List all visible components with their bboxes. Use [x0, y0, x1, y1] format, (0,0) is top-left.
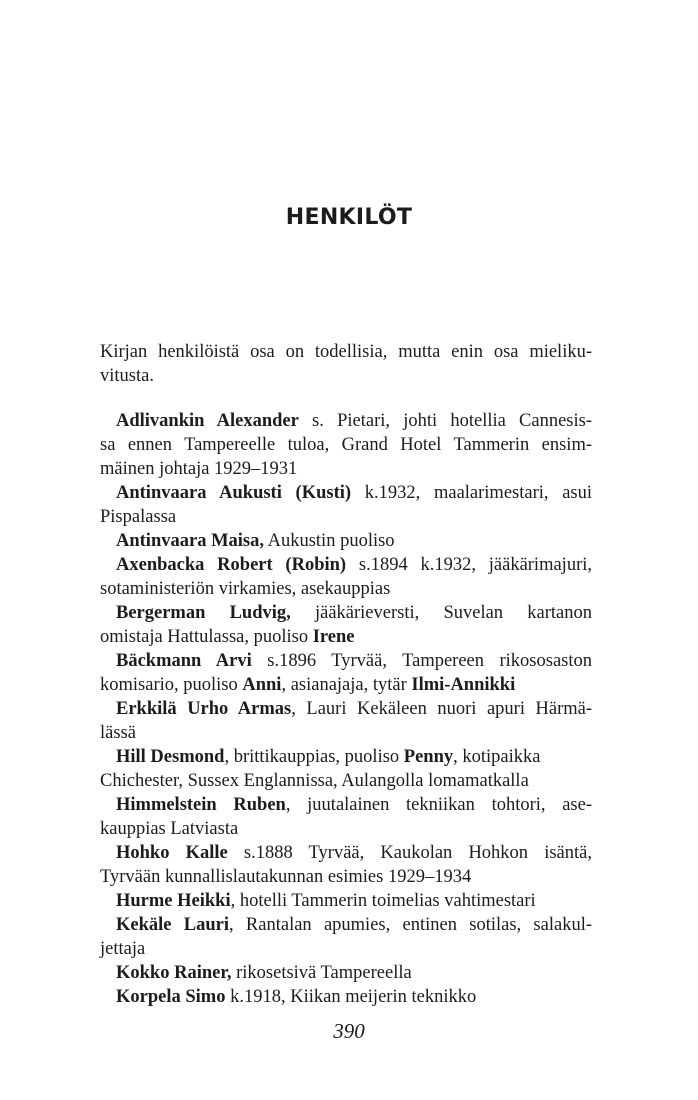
entry-text: mäinen johtaja 1929–1931 — [100, 459, 298, 479]
daughter-name: Ilmi-Annikki — [411, 675, 516, 695]
intro-line: Kirjan henkilöistä osa on todellisia, mutta enin osa mieliku- — [100, 342, 592, 362]
spouse-name: Irene — [312, 627, 355, 647]
intro-line: vitusta. — [100, 366, 154, 386]
character-entry — [100, 649, 592, 697]
entry-text: Aukustin puoliso — [264, 531, 395, 551]
character-name: Bäckmann Arvi — [116, 651, 252, 671]
character-entry — [100, 745, 592, 793]
entry-text: kauppias Latviasta — [100, 819, 239, 839]
character-name: Kokko Rainer, — [116, 963, 232, 983]
entry-text: s.1888 Tyrvää, Kaukolan Hohkon isäntä, — [227, 843, 592, 863]
character-entry — [100, 529, 592, 553]
entry-text: , asianajaja, tytär — [281, 675, 412, 695]
entry-text: sa ennen Tampereelle tuloa, Grand Hotel Tammerin ensim- — [100, 435, 592, 455]
entry-text: s. Pietari, johti hotellia Cannesis- — [298, 411, 592, 431]
page-title: HENKILÖT — [285, 204, 413, 230]
entry-text: , hotelli Tammerin toimelias vahtimestari — [230, 891, 536, 911]
entry-text: rikosetsivä Tampereella — [231, 963, 412, 983]
entry-text: sotaministeriön virkamies, asekauppias — [100, 579, 391, 599]
character-name: Hill Desmond — [116, 747, 225, 767]
character-name: Korpela Simo — [116, 987, 226, 1007]
entry-text: lässä — [100, 723, 136, 743]
entry-text: , juutalainen tekniikan tohtori, ase- — [285, 795, 593, 815]
entry-text: Pispalassa — [100, 507, 177, 527]
entry-text: , brittikauppias, puoliso — [224, 747, 404, 767]
character-entry — [100, 553, 592, 601]
entry-text: , Rantalan apumies, entinen sotilas, salakul- — [229, 915, 592, 935]
entry-text: , Lauri Kekäleen nuori apuri Härmä- — [291, 699, 592, 719]
character-name: Kekäle Lauri — [116, 915, 230, 935]
character-name: Bergerman Ludvig, — [116, 603, 291, 623]
character-name: Hurme Heikki — [116, 891, 231, 911]
character-list — [100, 409, 592, 1009]
page-number: 390 — [333, 1019, 365, 1043]
character-entry — [100, 889, 592, 913]
character-entry — [100, 793, 592, 841]
character-entry — [100, 961, 592, 985]
character-entry — [100, 601, 592, 649]
character-name: Erkkilä Urho Armas — [116, 699, 292, 719]
character-name: Himmelstein Ruben — [116, 795, 286, 815]
entry-text: Chichester, Sussex Englannissa, Aulangolla lomamatkalla — [100, 771, 529, 791]
entry-text: k.1918, Kiikan meijerin teknikko — [225, 987, 477, 1007]
character-name: Hohko Kalle — [116, 843, 228, 863]
character-name: Antinvaara Maisa, — [116, 531, 264, 551]
entry-text: , kotipaikka — [453, 747, 541, 767]
entry-text: jettaja — [100, 939, 146, 959]
character-name: Antinvaara Aukusti (Kusti) — [116, 483, 352, 503]
character-name: Adlivankin Alexander — [116, 411, 299, 431]
entry-text: s.1896 Tyrvää, Tampereen rikososaston — [251, 651, 592, 671]
entry-text: omistaja Hattulassa, puoliso — [100, 627, 313, 647]
entry-text: s.1894 k.1932, jääkärimajuri, — [346, 555, 592, 575]
character-entry — [100, 697, 592, 745]
spouse-name: Anni — [242, 675, 282, 695]
character-entry — [100, 985, 592, 1009]
character-entry — [100, 841, 592, 889]
character-entry — [100, 913, 592, 961]
entry-text: k.1932, maalarimestari, asui — [351, 483, 593, 503]
entry-text: jääkärieversti, Suvelan kartanon — [290, 603, 592, 623]
character-entry — [100, 481, 592, 529]
character-entry — [100, 409, 592, 481]
entry-text: komisario, puoliso — [100, 675, 243, 695]
spouse-name: Penny — [403, 747, 454, 767]
character-name: Axenbacka Robert (Robin) — [116, 555, 347, 575]
intro-paragraph — [100, 340, 592, 388]
entry-text: Tyrvään kunnallislautakunnan esimies 1929–1934 — [100, 867, 472, 887]
